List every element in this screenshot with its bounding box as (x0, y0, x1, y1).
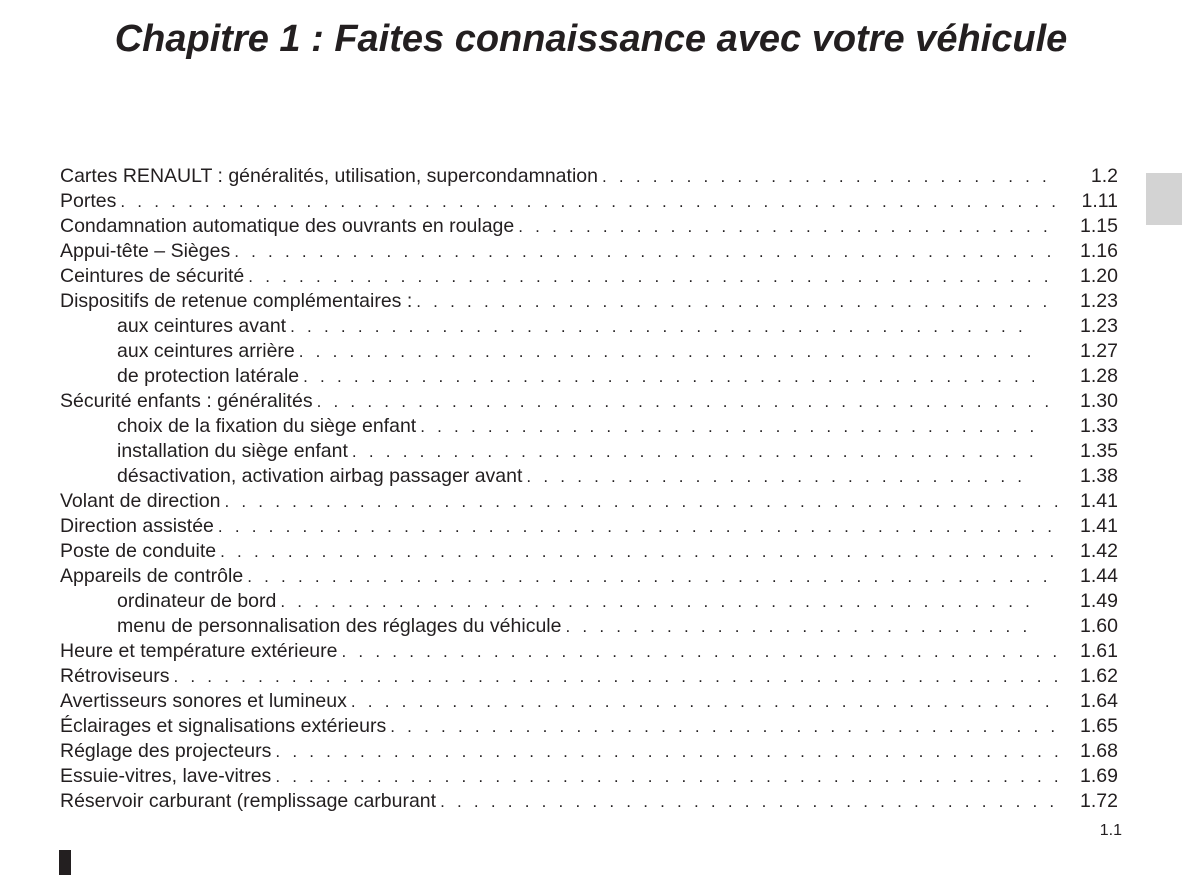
toc-entry[interactable] (60, 689, 1118, 714)
toc-entry-label: Poste de conduite (60, 540, 217, 562)
toc-entry-label: Rétroviseurs (60, 665, 170, 687)
toc-entry-label: menu de personnalisation des réglages du véhicule (117, 615, 562, 637)
toc-subentry[interactable] (60, 464, 1118, 489)
toc-entry-page: 1.28 (1080, 365, 1118, 387)
toc-entry-label: désactivation, activation airbag passager avant (117, 465, 523, 487)
toc-entry-page: 1.15 (1080, 215, 1118, 237)
toc-entry-page: 1.38 (1080, 465, 1118, 487)
toc-entry-page: 1.49 (1080, 590, 1118, 612)
toc-entry-label: Portes (60, 190, 117, 212)
toc-dot-leader (280, 589, 1034, 614)
chapter-side-tab (1146, 173, 1182, 225)
toc-dot-leader (247, 564, 1060, 589)
toc-entry-label: Volant de direction (60, 490, 221, 512)
toc-dot-leader (234, 239, 1060, 264)
toc-dot-leader (416, 289, 1060, 314)
toc-subentry[interactable] (60, 339, 1118, 364)
page-number: 1.1 (1099, 822, 1122, 839)
toc-entry[interactable] (60, 714, 1118, 739)
toc-entry[interactable] (60, 514, 1118, 539)
toc-dot-leader (351, 689, 1060, 714)
toc-entry-page: 1.62 (1080, 665, 1118, 687)
toc-dot-leader (218, 514, 1060, 539)
table-of-contents (60, 164, 1118, 814)
toc-entry[interactable] (60, 264, 1118, 289)
toc-dot-leader (248, 264, 1060, 289)
toc-dot-leader (317, 389, 1060, 414)
toc-dot-leader (341, 639, 1060, 664)
toc-entry-page: 1.27 (1080, 340, 1118, 362)
toc-entry[interactable] (60, 739, 1118, 764)
toc-entry-page: 1.44 (1080, 565, 1118, 587)
toc-entry-label: Avertisseurs sonores et lumineux (60, 690, 347, 712)
toc-entry-label: aux ceintures avant (117, 315, 287, 337)
toc-subentry[interactable] (60, 439, 1118, 464)
toc-entry[interactable] (60, 489, 1118, 514)
toc-dot-leader (303, 364, 1034, 389)
toc-entry-label: ordinateur de bord (117, 590, 277, 612)
toc-dot-leader (299, 339, 1034, 364)
toc-dot-leader (224, 489, 1060, 514)
toc-entry-label: Sécurité enfants : généralités (60, 390, 313, 412)
chapter-title: Chapitre 1 : Faites connaissance avec votre véhicule (114, 18, 1068, 60)
toc-entry-label: aux ceintures arrière (117, 340, 295, 362)
toc-entry-page: 1.68 (1080, 740, 1118, 762)
toc-entry[interactable] (60, 764, 1118, 789)
toc-entry-label: Réglage des projecteurs (60, 740, 272, 762)
toc-entry-label: Ceintures de sécurité (60, 265, 245, 287)
toc-entry-page: 1.42 (1080, 540, 1118, 562)
toc-entry[interactable] (60, 564, 1118, 589)
toc-dot-leader (440, 789, 1060, 814)
toc-subentry[interactable] (60, 414, 1118, 439)
toc-dot-leader (526, 464, 1034, 489)
toc-entry-page: 1.72 (1080, 790, 1118, 812)
toc-dot-leader (390, 714, 1060, 739)
toc-entry-label: Essuie-vitres, lave-vitres (60, 765, 272, 787)
toc-entry-label: Heure et température extérieure (60, 640, 338, 662)
toc-entry-page: 1.35 (1080, 440, 1118, 462)
toc-subentry[interactable] (60, 589, 1118, 614)
toc-entry-page: 1.23 (1080, 290, 1118, 312)
toc-entry-page: 1.69 (1080, 765, 1118, 787)
toc-entry[interactable] (60, 789, 1118, 814)
toc-entry[interactable] (60, 639, 1118, 664)
toc-dot-leader (275, 739, 1060, 764)
toc-subentry[interactable] (60, 364, 1118, 389)
toc-entry-page: 1.60 (1080, 615, 1118, 637)
toc-entry[interactable] (60, 189, 1118, 214)
toc-entry-label: Éclairages et signalisations extérieurs (60, 715, 387, 737)
toc-entry-label: choix de la fixation du siège enfant (117, 415, 417, 437)
toc-entry-label: Dispositifs de retenue complémentaires : (60, 290, 413, 312)
toc-entry-page: 1.64 (1080, 690, 1118, 712)
print-corner-mark (59, 850, 71, 875)
toc-entry-page: 1.33 (1080, 415, 1118, 437)
toc-dot-leader (220, 539, 1060, 564)
toc-entry-page: 1.23 (1080, 315, 1118, 337)
toc-entry-label: de protection latérale (117, 365, 300, 387)
toc-dot-leader (275, 764, 1060, 789)
toc-entry[interactable] (60, 389, 1118, 414)
toc-entry[interactable] (60, 664, 1118, 689)
toc-entry-label: Réservoir carburant (remplissage carburant (60, 790, 437, 812)
toc-subentry[interactable] (60, 614, 1118, 639)
toc-entry-page: 1.2 (1090, 165, 1118, 187)
toc-dot-leader (173, 664, 1060, 689)
toc-entry-page: 1.20 (1080, 265, 1118, 287)
toc-entry[interactable] (60, 539, 1118, 564)
toc-entry-page: 1.11 (1081, 190, 1118, 212)
toc-entry-label: Appareils de contrôle (60, 565, 244, 587)
toc-entry[interactable] (60, 289, 1118, 314)
toc-entry[interactable] (60, 239, 1118, 264)
toc-dot-leader (518, 214, 1060, 239)
toc-entry-page: 1.61 (1080, 640, 1118, 662)
toc-entry-label: Condamnation automatique des ouvrants en roulage (60, 215, 515, 237)
toc-entry-label: Appui-tête – Sièges (60, 240, 231, 262)
toc-entry-page: 1.30 (1080, 390, 1118, 412)
toc-dot-leader (352, 439, 1034, 464)
toc-dot-leader (420, 414, 1034, 439)
toc-entry-label: Direction assistée (60, 515, 214, 537)
toc-dot-leader (290, 314, 1034, 339)
toc-entry-page: 1.41 (1080, 515, 1118, 537)
toc-entry-page: 1.16 (1080, 240, 1118, 262)
toc-entry-page: 1.65 (1080, 715, 1118, 737)
toc-subentry[interactable] (60, 314, 1118, 339)
toc-dot-leader (120, 189, 1060, 214)
toc-entry-label: installation du siège enfant (117, 440, 348, 462)
toc-entry-page: 1.41 (1080, 490, 1118, 512)
toc-dot-leader (602, 164, 1060, 189)
toc-entry[interactable] (60, 214, 1118, 239)
toc-entry[interactable] (60, 164, 1118, 189)
toc-dot-leader (565, 614, 1034, 639)
toc-entry-label: Cartes RENAULT : généralités, utilisation, supercondamnation (60, 165, 598, 187)
